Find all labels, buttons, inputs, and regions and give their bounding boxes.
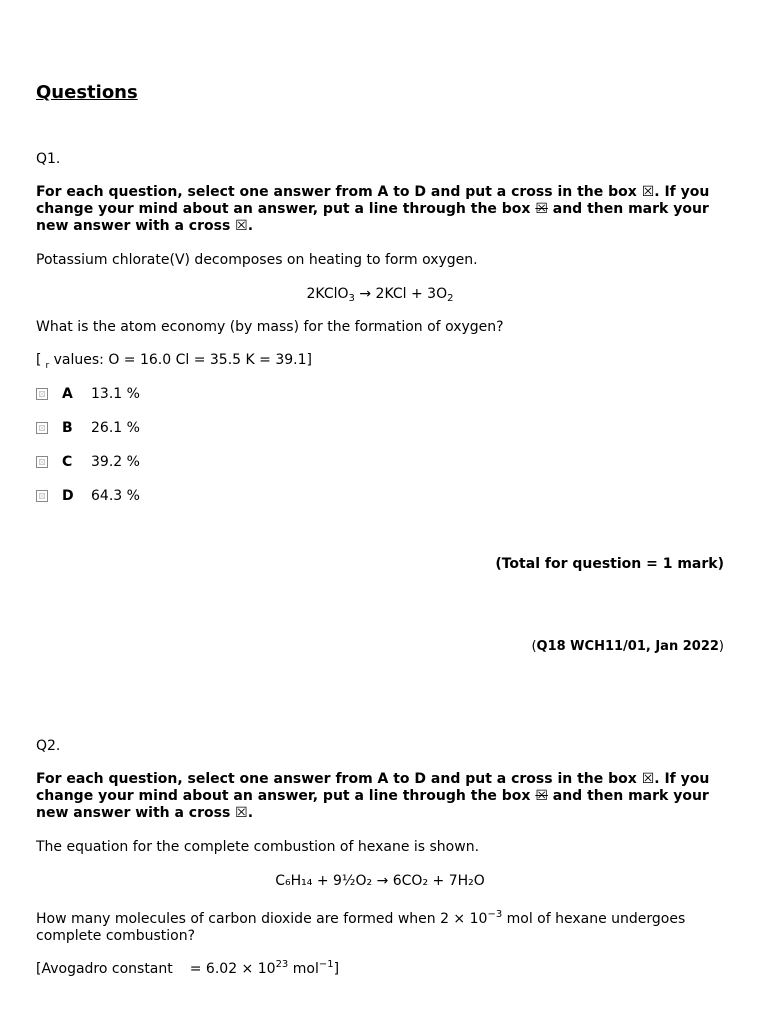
- q2-avogadro: [36, 956, 736, 978]
- q1-equation: [0, 286, 760, 304]
- checkbox-icon[interactable]: [36, 388, 48, 400]
- question-text: How many molecules of carbon dioxide are formed when 2 × 10: [36, 911, 488, 927]
- instruction-text-2: . If you change your mind about an answer, put a line through the box: [36, 771, 710, 804]
- eq-sub: 2: [447, 293, 454, 304]
- eq-part: → 2KCl + 3O: [354, 286, 448, 302]
- ref-paren: (: [531, 639, 537, 654]
- option-text: 26.1 %: [91, 420, 140, 436]
- instruction-text-3: and then mark your new answer with a cross: [36, 201, 709, 234]
- struck-box-icon: ☒: [535, 788, 548, 804]
- q2-intro: The equation for the complete combustion of hexane is shown.: [36, 839, 480, 855]
- instruction-text-4: .: [247, 805, 254, 821]
- cross-box-icon: ☒: [641, 184, 655, 200]
- values-sub: r: [45, 361, 50, 371]
- instruction-text-2: . If you change your mind about an answer, put a line through the box: [36, 184, 710, 217]
- avogadro-unit: mol: [288, 961, 319, 977]
- q1-number: Q1.: [36, 151, 61, 167]
- question-sup: −3: [487, 909, 503, 920]
- option-text: 64.3 %: [91, 488, 140, 504]
- q1-option-a[interactable]: [36, 385, 140, 403]
- instruction-text-4: .: [247, 218, 254, 234]
- ref-paren: ): [718, 639, 724, 654]
- option-letter: B: [62, 420, 73, 436]
- q1-reference: [531, 639, 724, 654]
- q1-question: What is the atom economy (by mass) for the formation of oxygen?: [36, 319, 504, 335]
- instruction-text-3: and then mark your new answer with a cross: [36, 788, 709, 821]
- q1-option-d[interactable]: [36, 487, 140, 505]
- avogadro-sup: −1: [318, 959, 334, 970]
- q1-option-b[interactable]: [36, 419, 140, 437]
- values-text: values: O = 16.0 Cl = 35.5 K = 39.1]: [49, 352, 312, 368]
- avogadro-bracket: ]: [333, 961, 340, 977]
- cross-box-icon: ☒: [235, 218, 248, 234]
- question-text: mol of hexane undergoes complete combustion?: [36, 911, 686, 944]
- q1-instruction: [36, 184, 736, 235]
- instruction-text-1: For each question, select one answer from A to D and put a cross in the box: [36, 184, 642, 200]
- q2-instruction: [36, 771, 736, 822]
- q1-values: [36, 352, 736, 375]
- q2-question: [36, 906, 736, 945]
- avogadro-sup: 23: [275, 959, 289, 970]
- cross-box-icon: ☒: [235, 805, 248, 821]
- avogadro-label: [Avogadro constant: [36, 961, 173, 977]
- struck-box-icon: ☒: [535, 201, 548, 217]
- option-letter: D: [62, 488, 74, 504]
- page-title: Questions: [36, 82, 138, 103]
- eq-sub: 3: [348, 293, 355, 304]
- option-letter: C: [62, 454, 73, 470]
- values-bracket: [: [36, 352, 42, 368]
- q1-intro: Potassium chlorate(V) decomposes on heating to form oxygen.: [36, 252, 478, 268]
- option-text: 39.2 %: [91, 454, 140, 470]
- option-text: 13.1 %: [91, 386, 140, 402]
- q1-option-c[interactable]: [36, 453, 140, 471]
- avogadro-value: = 6.02 × 10: [189, 961, 276, 977]
- q1-total: (Total for question = 1 mark): [495, 556, 724, 572]
- option-letter: A: [62, 386, 73, 402]
- q2-number: Q2.: [36, 738, 61, 754]
- checkbox-icon[interactable]: [36, 456, 48, 468]
- q2-equation: C₆H₁₄ + 9½O₂ → 6CO₂ + 7H₂O: [275, 873, 485, 889]
- checkbox-icon[interactable]: [36, 490, 48, 502]
- checkbox-icon[interactable]: [36, 422, 48, 434]
- instruction-text-1: For each question, select one answer from A to D and put a cross in the box: [36, 771, 642, 787]
- cross-box-icon: ☒: [641, 771, 655, 787]
- ref-text: Q18 WCH11/01, Jan 2022: [536, 639, 719, 654]
- eq-part: 2KClO: [306, 286, 349, 302]
